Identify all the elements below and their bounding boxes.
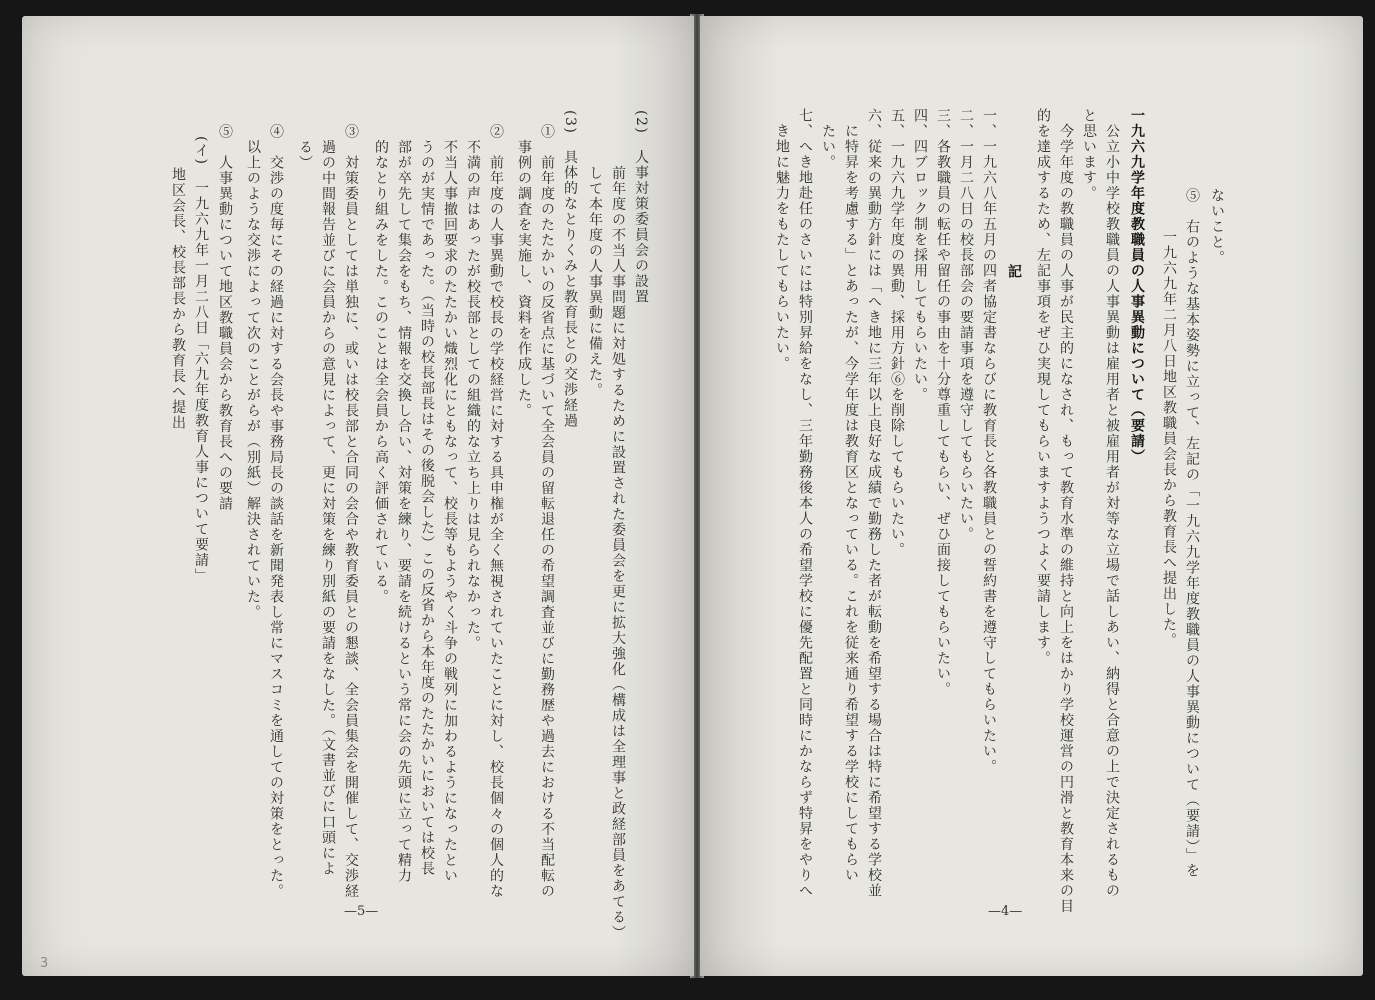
text-line: 今学年度の教職員の人事が民主的になされ、もって教育水準の維持と向上をはかり学校運営の円滑と教育本来の目 bbox=[1058, 108, 1074, 914]
text-line: 一九六九年二月八日地区教職員会長から教育長へ提出した。 bbox=[1161, 214, 1177, 648]
text-line: 六、従来の異動方針には「へき地に三年以上良好な成績で勤務した者が転動を希望する場合は特に希望する学校並 bbox=[866, 108, 882, 899]
page-number: —4— bbox=[988, 904, 1023, 919]
section-heading: 一九六九学年度教職員の人事異動について（要請） bbox=[1129, 108, 1145, 465]
ki-heading: 記 bbox=[1006, 264, 1022, 280]
page-number: —5— bbox=[344, 904, 379, 919]
text-line: (2) 人事対策委員会の設置 bbox=[633, 110, 649, 305]
text-line: 事例の調査を実施し、資料を作成した。 bbox=[516, 124, 532, 419]
text-line: して本年度の人事異動に備えた。 bbox=[587, 150, 603, 398]
right-page bbox=[700, 16, 1363, 976]
pencil-mark: 3 bbox=[40, 956, 49, 971]
text-line: 部が卒先して集会をもち、情報を交換し合い、対策を練り、要請を続けるという常に会の先頭に立って精力 bbox=[396, 124, 412, 884]
text-line: 四、四ブロック制を採用してもらいたい。 bbox=[912, 108, 928, 403]
text-line: ② 前年度の人事異動で校長の学校経営に対する具申権が全く無視されていたことに対し、校長個々の個人的な bbox=[488, 124, 504, 899]
text-line: 不満の声はあったが校長部としての組織的な立ち上りは見られなかった。 bbox=[465, 124, 481, 651]
text-line: 一、一九六八年五月の四者協定書ならびに教育長と各教職員との誓約書を遵守してもらいたい。 bbox=[981, 108, 997, 775]
text-line: たい。 bbox=[820, 108, 836, 170]
left-page bbox=[22, 16, 694, 976]
text-line: と思います。 bbox=[1081, 108, 1097, 201]
text-line: うのが実情であった。（当時の校長部長はその後脱会した）この反省から本年度のたたかいにおいては校長 bbox=[419, 124, 435, 877]
text-line: 過の中間報告並びに会員からの意見によって、更に対策を練り別紙の要請をなした。（文書並びに口頭によ bbox=[320, 124, 336, 877]
text-line: 公立小中学校教職員の人事異動は雇用者と被雇用者が対等な立場で話しあい、納得と合意の上で決定されるもの bbox=[1104, 108, 1120, 899]
text-line: る） bbox=[297, 124, 313, 171]
text-line: 前年度の不当人事問題に対処するために設置された委員会を更に拡大強化（構成は全理事と政経部員をあてる） bbox=[610, 150, 626, 941]
text-line: ⑤ 人事異動について地区教職員会から教育長への要請 bbox=[217, 124, 233, 512]
text-line: ないこと。 bbox=[1209, 188, 1225, 266]
text-line: き地に魅力をもたしてもらいたい。 bbox=[774, 108, 790, 372]
text-line: 不当人事撤回要求のたたかい熾烈化にともなって、校長等もようやく斗争の戦列に加わるようになったとい bbox=[442, 124, 458, 884]
text-line: (イ) 一九六九年一月二八日「六九年度教育人事について要請」 bbox=[193, 136, 209, 584]
text-line: 地区会長、校長部長から教育長へ提出 bbox=[170, 136, 186, 431]
text-line: ⑤ 右のような基本姿勢に立って、左記の「一九六九学年度教職員の人事異動について（要請）」を bbox=[1184, 188, 1200, 879]
text-line: ① 前年度のたたかいの反省点に基づいて全会員の留転退任の希望調査並びに勤務歴や過去における不当配転の bbox=[539, 124, 555, 899]
text-line: 五、一九六九学年度の異動、採用方針⑥を削除してもらいたい。 bbox=[889, 108, 905, 558]
text-line: 的なとり組みをした。このことは全会員から高く評価されている。 bbox=[373, 124, 389, 605]
text-line: ④ 交渉の度毎にその経過に対する会長や事務局長の談話を新聞発表し常にマスコミを通しての対策をとった。 bbox=[268, 124, 284, 899]
text-line: 的を達成するため、左記事項をぜひ実現してもらいますようつよく要請します。 bbox=[1035, 108, 1051, 666]
text-line: 三、各教職員の転任や留任の事由を十分尊重してもらい、ぜひ面接してもらいたい。 bbox=[935, 108, 951, 697]
text-line: ③ 対策委員としては単独に、或いは校長部と合同の会合や教育委員との懇談、全会員集会を開催して、交渉経 bbox=[343, 124, 359, 899]
text-line: 七、へき地赴任のさいには特別昇給をなし、三年勤務後本人の希望学校に優先配置と同時にかならず特昇をやりへ bbox=[797, 108, 813, 899]
text-line: (3) 具体的なとりくみと教育長との交渉経過 bbox=[562, 110, 578, 429]
text-line: 二、一月二八日の校長部会の要請事項を遵守してもらいたい。 bbox=[958, 108, 974, 542]
text-line: 以上のような交渉によって次のことがらが（別紙）解決されていた。 bbox=[245, 124, 261, 620]
text-line: に特昇を考慮する」とあったが、今学年度は教育区となっている。これを従来通り希望する学校にしてもらい bbox=[843, 108, 859, 883]
